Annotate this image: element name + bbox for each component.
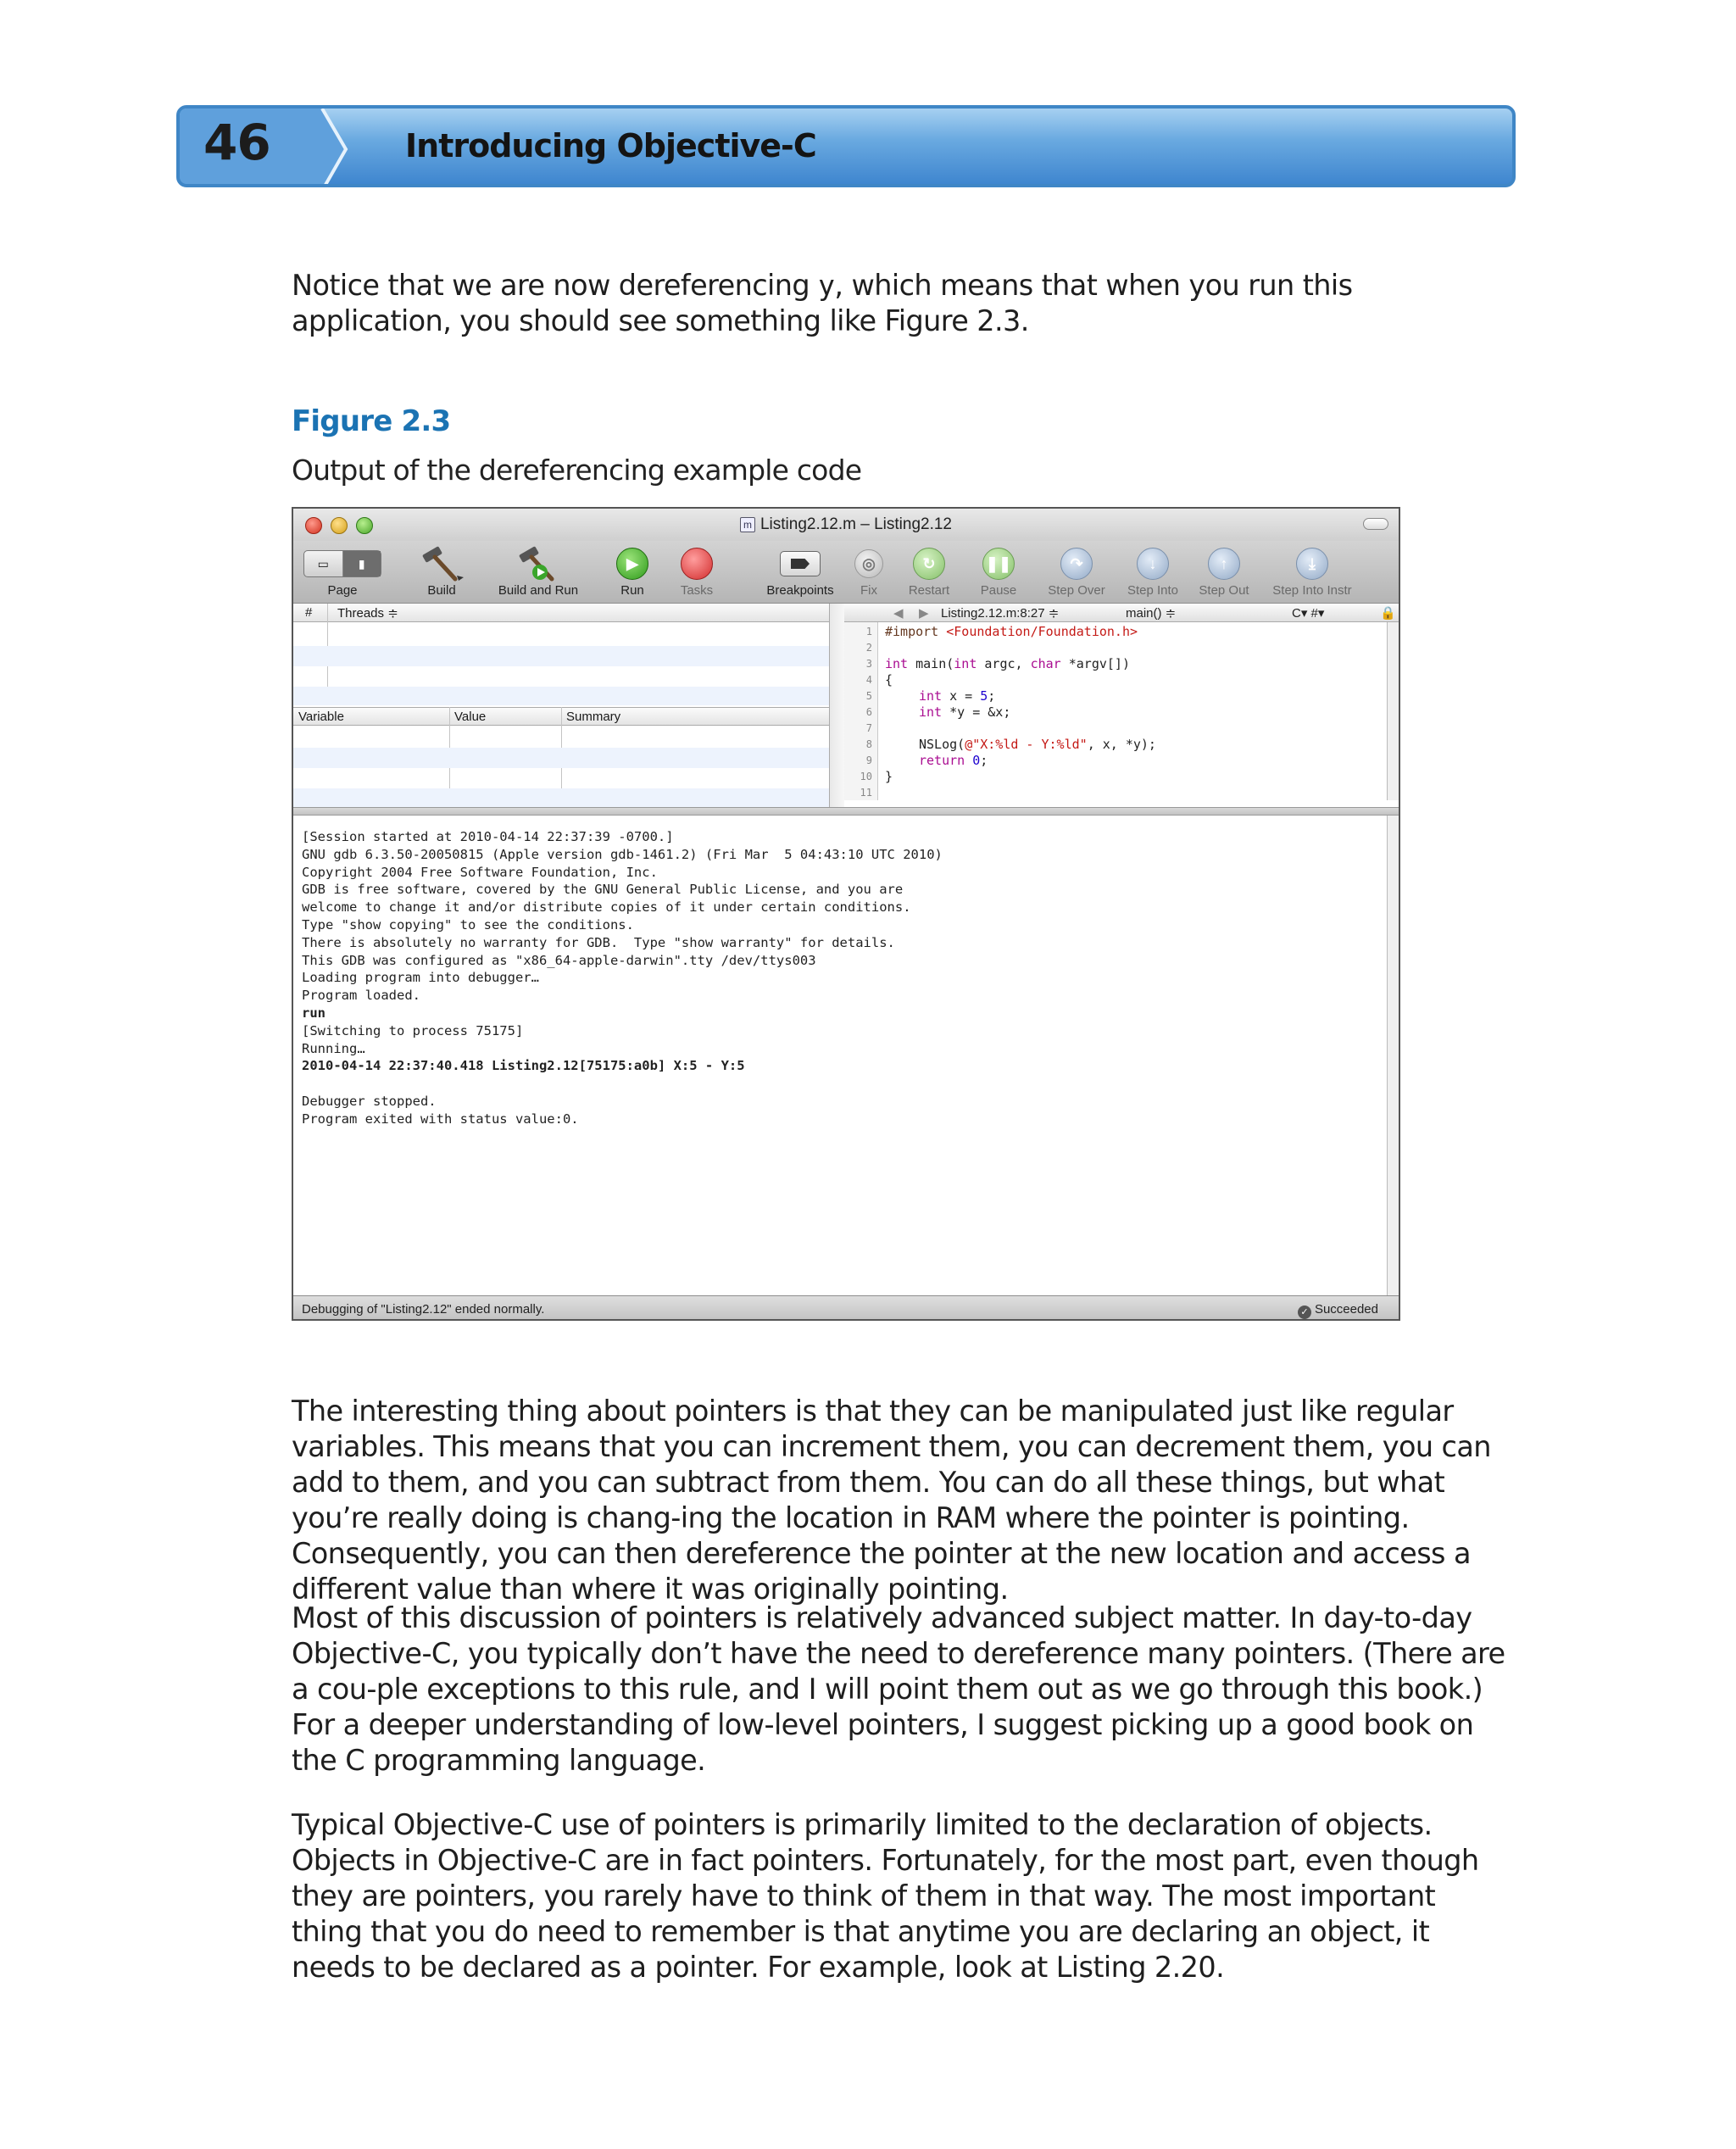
console-line: Copyright 2004 Free Software Foundation, Inc. [302, 864, 658, 880]
line-number: 7 [865, 722, 872, 734]
code-line: int main(int argc, char *argv[]) [885, 656, 1130, 671]
stop-icon [681, 548, 713, 580]
chapter-title: Introducing Objective-C [405, 127, 816, 164]
line-number: 9 [865, 754, 872, 766]
code-line: { [885, 672, 893, 688]
value-column[interactable]: Value [454, 710, 487, 724]
restart-button[interactable] [899, 544, 960, 598]
line-number: 2 [865, 642, 872, 654]
toolbar [293, 541, 1399, 604]
split-view-divider[interactable] [293, 807, 1399, 816]
thread-row[interactable] [293, 687, 829, 705]
step-over-label: Step Over [1048, 583, 1105, 598]
step-into-label: Step Into [1127, 583, 1179, 598]
chapter-banner [176, 105, 1516, 187]
variable-row[interactable] [293, 788, 829, 807]
thread-row[interactable] [293, 646, 829, 666]
paragraph-objects-as-pointers: Typical Objective-C use of pointers is primarily limited to the declaration of objects. Objects in Objective-C are in fact pointers. Fortunately, for the most part, even though they are pointers, you rarely have to think of them in that way. The most important thing that you do need to remember is that anytime you are declaring an object, it needs to be declared as a pointer. For example, look at Listing 2.20. [292, 1808, 1479, 1984]
forward-arrow-icon[interactable]: ▶ [919, 606, 929, 621]
figure-label: Figure 2.3 [292, 404, 451, 438]
console-line: GDB is free software, covered by the GNU General Public License, and you are [302, 882, 904, 898]
intro-text-after: , which means that when you run this application, you should see something like Figure 2.3. [292, 269, 1353, 337]
page-toggle-icon: ▭ ▮ [303, 550, 381, 577]
step-into-instr-icon: ⤓ [1296, 548, 1328, 580]
editor-tools-popup[interactable]: C▾ #▾ [1292, 606, 1325, 621]
tasks-label: Tasks [680, 583, 714, 598]
hammer-icon [418, 545, 465, 582]
console-line: 2010-04-14 22:37:40.418 Listing2.12[75175:a0b] X:5 - Y:5 [302, 1058, 745, 1074]
code-line: return 0; [919, 753, 988, 768]
console-line: Type "show copying" to see the conditions. [302, 917, 634, 933]
window-titlebar [293, 509, 1399, 541]
toolbar-toggle-button[interactable] [1363, 518, 1388, 530]
code-line: int *y = &x; [919, 704, 1011, 720]
page-label: Page [327, 583, 358, 598]
function-popup[interactable]: main() ≑ [1126, 606, 1177, 621]
build-label: Build [427, 583, 456, 598]
status-bar [293, 1295, 1399, 1321]
back-arrow-icon[interactable]: ◀ [893, 606, 904, 621]
fix-button[interactable] [849, 544, 888, 598]
intro-paragraph [292, 268, 1512, 339]
console-line: run [302, 1005, 326, 1021]
console-line: [Switching to process 75175] [302, 1022, 524, 1038]
step-into-instr-label: Step Into Instr [1272, 583, 1352, 598]
console-line: GNU gdb 6.3.50-20050815 (Apple version gdb-1461.2) (Fri Mar 5 04:43:10 UTC 2010) [302, 846, 943, 862]
xcode-window [292, 507, 1400, 1321]
console-line: [Session started at 2010-04-14 22:37:39 -0700.] [302, 829, 674, 844]
fix-label: Fix [860, 583, 877, 598]
threads-column-popup[interactable]: Threads ≑ [337, 606, 398, 621]
console-line: There is absolutely no warranty for GDB. Type "show warranty" for details. [302, 934, 895, 950]
line-number: 1 [865, 626, 872, 637]
paragraph-advanced-pointers: Most of this discussion of pointers is relatively advanced subject matter. In day-to-day Objective-C, you typically don’t have the need to dereference many pointers. (There are a cou-ple exceptions to this rule, and I will point them out as we go through this book.) For a deeper understanding of low-level pointers, I suggest picking up a good book on the C programming language. [292, 1601, 1505, 1777]
code-line: int x = 5; [919, 688, 996, 704]
build-status-text: Succeeded [1314, 1302, 1378, 1317]
line-number: 5 [865, 690, 872, 702]
intro-text-before: Notice that we are now dereferencing [292, 269, 819, 302]
thread-number-column[interactable]: # [305, 605, 313, 620]
run-icon: ▶ [616, 548, 648, 580]
console-line: Loading program into debugger… [302, 970, 539, 986]
build-and-run-label: Build and Run [498, 583, 579, 598]
page-number: 46 [203, 114, 270, 171]
build-and-run-button[interactable] [485, 544, 592, 598]
debugger-console[interactable] [293, 816, 1387, 1297]
console-line: welcome to change it and/or distribute copies of it under certain conditions. [302, 899, 911, 916]
line-number: 11 [860, 787, 872, 799]
run-label: Run [620, 583, 644, 598]
code-line: } [885, 769, 893, 784]
build-button[interactable] [412, 544, 471, 598]
console-line: Running… [302, 1040, 365, 1056]
pause-label: Pause [980, 583, 1017, 598]
status-message: Debugging of "Listing2.12" ended normally. [302, 1302, 545, 1317]
line-number: 3 [865, 658, 872, 670]
restart-icon: ↻ [913, 548, 945, 580]
breakpoint-icon [780, 551, 821, 576]
line-number: 4 [865, 674, 872, 686]
step-into-button[interactable] [1119, 544, 1187, 598]
step-out-button[interactable] [1192, 544, 1256, 598]
lock-icon[interactable]: 🔒 [1380, 606, 1396, 621]
console-line: Program exited with status value:0. [302, 1111, 579, 1127]
paragraph-pointer-arithmetic: The interesting thing about pointers is that they can be manipulated just like regular variables. This means that you can increment them, you can decrement them, you can add to them, and you can subtract from them. You can do all these things, but what you’re really doing is chang-ing the location in RAM where the pointer is pointing. Consequently, you can then dereference the pointer at the new location and access a different value than where it was originally pointing. [292, 1395, 1491, 1606]
pause-button[interactable] [971, 544, 1026, 598]
code-line: #import <Foundation/Foundation.h> [885, 624, 1138, 639]
page-button[interactable] [302, 544, 383, 598]
step-over-icon: ↷ [1060, 548, 1093, 580]
editor-scrollbar[interactable] [1387, 622, 1400, 800]
line-number: 6 [865, 706, 872, 718]
variable-column[interactable]: Variable [298, 710, 344, 724]
step-into-icon: ↓ [1137, 548, 1169, 580]
window-title-text: Listing2.12.m – Listing2.12 [760, 515, 953, 533]
m-file-icon: m [740, 517, 755, 532]
run-button[interactable] [607, 544, 658, 598]
line-number: 10 [860, 771, 872, 782]
step-into-instr-button[interactable] [1263, 544, 1361, 598]
console-line: This GDB was configured as "x86_64-apple-darwin".tty /dev/ttys003 [302, 952, 816, 968]
step-out-icon: ↑ [1208, 548, 1240, 580]
code-line: NSLog(@"X:%ld - Y:%ld", x, *y); [919, 737, 1156, 752]
success-check-icon: ✓ [1298, 1306, 1311, 1319]
threads-header [293, 604, 829, 622]
step-out-label: Step Out [1199, 583, 1249, 598]
variable-row[interactable] [293, 748, 829, 768]
summary-column[interactable]: Summary [566, 710, 621, 724]
step-over-button[interactable] [1039, 544, 1114, 598]
intro-code: y [818, 269, 835, 302]
tasks-button[interactable] [670, 544, 724, 598]
breakpoints-label: Breakpoints [766, 583, 834, 598]
editor-navigation-bar [844, 604, 1400, 622]
fix-icon: ◎ [854, 549, 883, 578]
console-line: Program loaded. [302, 988, 420, 1004]
console-scrollbar[interactable] [1387, 816, 1400, 1297]
build-status [1298, 1302, 1378, 1319]
restart-label: Restart [908, 583, 950, 598]
breakpoints-button[interactable] [758, 544, 843, 598]
file-popup[interactable]: Listing2.12.m:8:27 ≑ [941, 606, 1060, 621]
hammer-run-icon [515, 545, 562, 582]
figure-caption: Output of the dereferencing example code [292, 454, 862, 487]
line-number: 8 [865, 738, 872, 750]
pause-icon: ❚❚ [982, 548, 1015, 580]
line-number-gutter [844, 622, 878, 800]
console-line: Debugger stopped. [302, 1094, 437, 1109]
window-title [293, 515, 1399, 534]
